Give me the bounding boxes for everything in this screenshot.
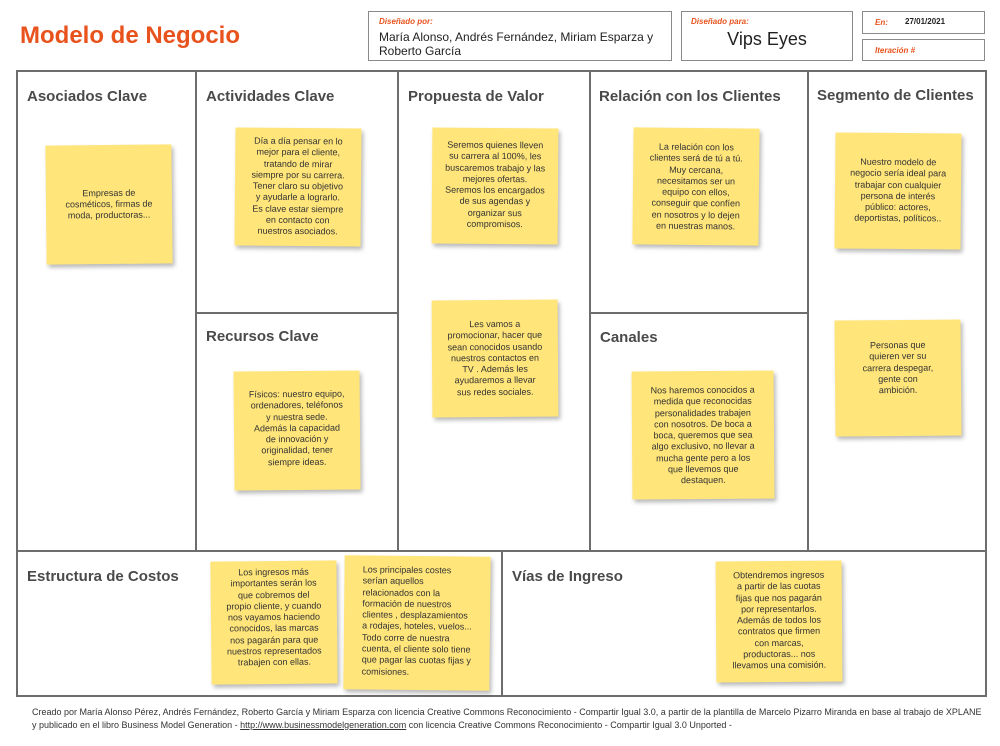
section-title-channels: Canales [600,329,658,346]
license-footer [32,706,982,731]
note-text: La relación con los clientes será de tú a tú. Muy cercana, necesitamos ser un equipo con ellos, conseguir que confíen en nosotros y lo dejen en nuestras manos. [649,141,743,232]
note-text: Día a día pensar en lo mejor para el cliente, tratando de mirar siempre por su carrera. Tener claro su objetivo y ayudarle a lograrlo. Es clave estar siempre en contacto con nuestros asociados. [251,135,345,237]
sticky-note[interactable] [432,300,559,418]
designed-by-value: María Alonso, Andrés Fernández, Miriam Esparza y Roberto García [379,30,654,58]
sticky-note[interactable] [234,127,361,246]
section-title-value-proposition: Propuesta de Valor [408,88,544,105]
note-text: Obtendremos ingresos a partir de las cuotas fijas que nos pagarán por representarlos. Además de todos los contratos que firmen con marcas, productoras... nos llevamos una comisión. [732,569,827,671]
designed-for-value: Vips Eyes [727,29,807,49]
designed-for-label: Diseñado para: [691,17,749,26]
sticky-note[interactable] [432,128,559,245]
divider [197,312,397,314]
designed-by-box[interactable] [368,11,672,61]
sticky-note[interactable] [716,561,843,683]
section-title-key-resources: Recursos Clave [206,328,319,345]
divider [591,312,807,314]
sticky-note[interactable] [343,555,490,691]
divider [195,72,197,550]
sticky-note[interactable] [632,127,759,245]
section-title-revenue-streams: Vías de Ingreso [512,568,623,585]
sticky-note[interactable] [210,560,337,684]
section-title-key-partners: Asociados Clave [27,88,148,105]
section-title-customer-relationships: Relación con los Clientes [599,88,781,105]
divider [589,72,591,550]
divider [501,550,503,695]
note-text: Personas que quieren ver su carrera despegar, gente con ambición. [862,339,934,396]
section-title-key-activities: Actividades Clave [206,88,335,105]
divider [397,72,399,550]
iteration-label: Iteración # [875,46,916,55]
sticky-note[interactable] [45,144,172,264]
footer-text: Creado por María Alonso Pérez, Andrés Fernández, Roberto García y Miriam Esparza con licencia Creative Commons Reconocimiento - Compartir Igual 3.0, a partir de la plantilla de Marcelo Pizarro Miranda en base al trabajo de XPLANE y publicado en el libro Business Model Generation - [32,707,982,730]
page-title: Modelo de Negocio [20,22,241,49]
designed-for-box[interactable] [681,11,853,61]
note-text: Nuestro modelo de negocio sería ideal para trabajar con cualquier persona de interés público: actores, deportistas, políticos.. [850,156,947,224]
designed-by-label: Diseñado por: [379,17,433,26]
sticky-note[interactable] [834,319,961,436]
sticky-note[interactable] [233,370,360,490]
date-label: En: [875,18,888,27]
divider [807,72,809,550]
date-value: 27/01/2021 [905,17,946,26]
section-title-cost-structure: Estructura de Costos [27,568,179,585]
sticky-note[interactable] [834,132,961,249]
date-box[interactable] [862,11,985,34]
iteration-box[interactable] [862,39,985,61]
note-text: Los principales costes serían aquellos relacionados con la formación de nuestros clientes , desplazamientos a rodajes, hoteles, vuelos... Todo corre de nuestra cuenta, el cliente solo tiene que pagar las cuotas fijas y comisiones. [361,564,472,677]
note-text: Nos haremos conocidos a medida que reconocidas personalidades trabajen con nosotros. De boca a boca, queremos que sea algo exclusivo, no llevar a mucha gente pero a los que llevemos que destaquen. [650,384,755,486]
sticky-note[interactable] [632,371,775,500]
note-text: Físicos: nuestro equipo, ordenadores, teléfonos y nuestra sede. Además la capacidad de innovación y originalidad, tener siempre ideas. [248,388,345,468]
footer-text-end: con licencia Creative Commons Reconocimiento - Compartir Igual 3.0 Unported - [406,719,732,730]
note-text: Seremos quienes lleven su carrera al 100%, les buscaremos trabajo y las mejores ofertas. Seremos los encargados de sus agendas y organizar sus compromisos. [445,139,546,230]
note-text: Los ingresos más importantes serán los que cobremos del propio cliente, y cuando nos vayamos haciendo conocidos, las marcas nos pagarán para que nuestros representados trabajen con ellas. [226,566,322,668]
footer-link[interactable]: http://www.businessmodelgeneration.com [240,719,407,730]
note-text: Les vamos a promocionar, hacer que sean conocidos usando nuestros contactos en TV . Además les ayudaremos a llevar sus redes sociales. [447,318,543,398]
note-text: Empresas de cosméticos, firmas de moda, productoras... [65,187,153,221]
section-title-customer-segments: Segmento de Clientes [817,87,974,104]
